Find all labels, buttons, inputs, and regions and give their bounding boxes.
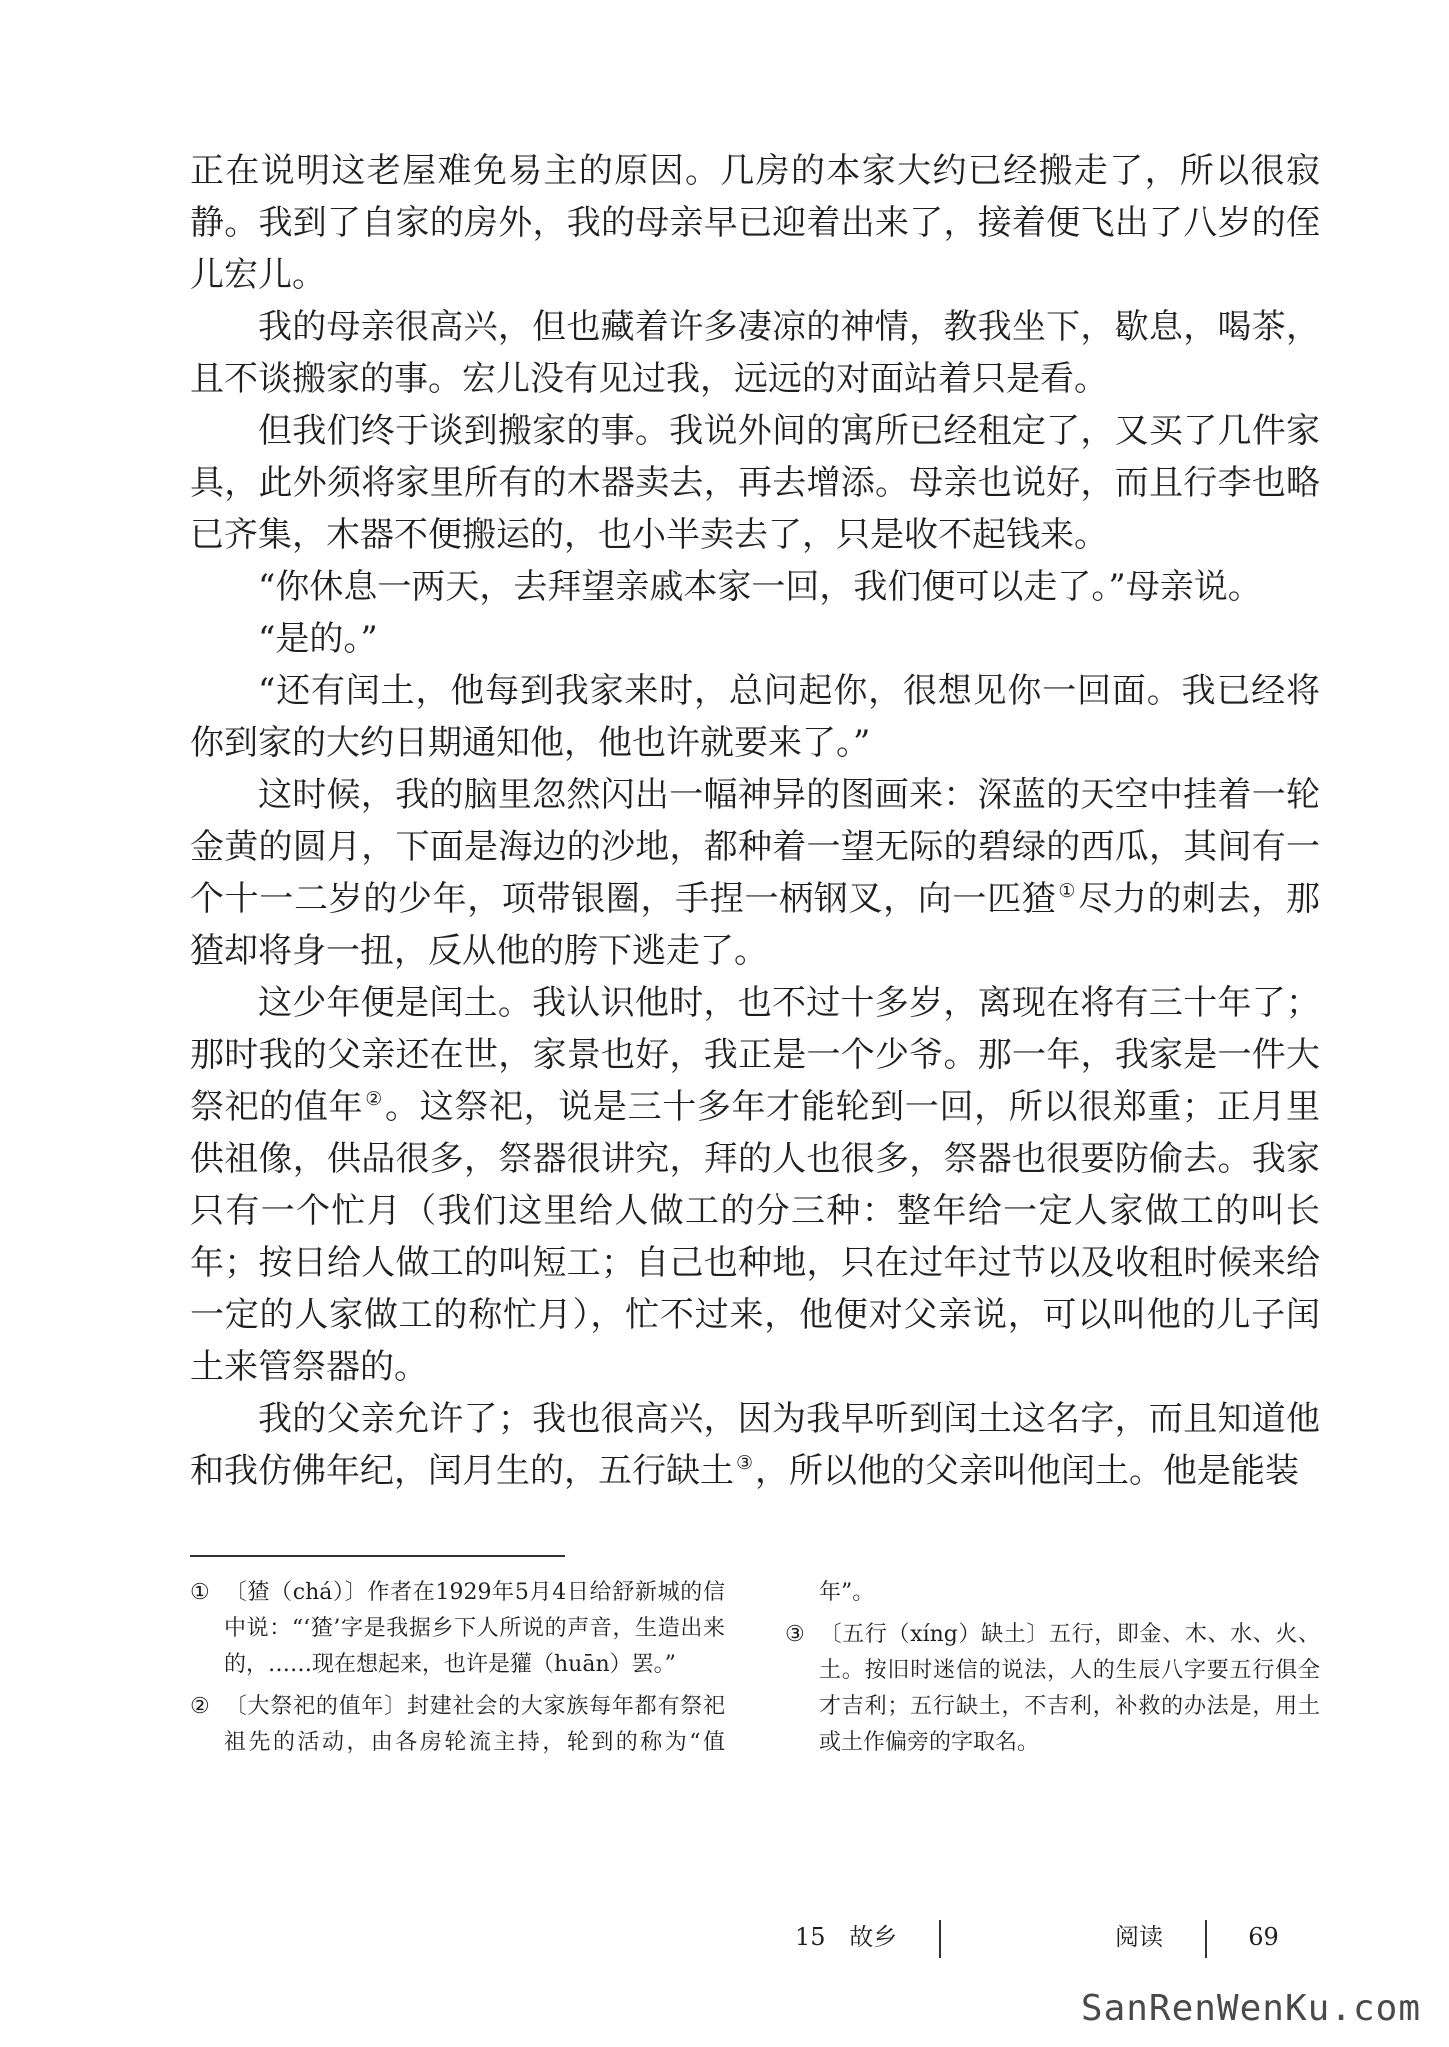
footnote-ref-1: ① (1058, 880, 1077, 902)
paragraph-2: 我的母亲很高兴，但也藏着许多凄凉的神情，教我坐下，歇息，喝茶，且不谈搬家的事。宏儿没有见过我，远远的对面站着只是看。 (190, 307, 1320, 399)
paragraph-9 (190, 1393, 1320, 1497)
footnote-3-marker: ③ (785, 1622, 805, 1647)
paragraph-7 (190, 769, 1320, 977)
footer-lesson (795, 1915, 975, 1959)
watermark: SanRenWenKu.com (1080, 1988, 1421, 2029)
footnote-2-marker: ② (190, 1694, 210, 1719)
paragraph-6: “还有闰土，他每到我家来时，总问起你，很想见你一回面。我已经将你到家的大约日期通知他，他也许就要来了。” (190, 671, 1320, 763)
footnote-3-text: 〔五行（xíng）缺土〕五行，即金、木、水、火、土。按旧时迷信的说法，人的生辰八字要五行俱全才吉利；五行缺土，不吉利，补救的办法是，用土或土作偏旁的字取名。 (819, 1622, 1320, 1755)
page-number: 69 (1248, 1923, 1279, 1951)
paragraph-9-part-b: ，所以他的父亲叫他闰土。他是能装 (755, 1451, 1300, 1491)
paragraph-3: 但我们终于谈到搬家的事。我说外间的寓所已经租定了，又买了几件家具，此外须将家里所有的木器卖去，再去增添。母亲也说好，而且行李也略已齐集，木器不便搬运的，也小半卖去了，只是收不起钱来。 (190, 411, 1320, 555)
paragraph-8 (190, 977, 1320, 1393)
paragraph-7-part-b: 尽力的刺去，那猹却将身一扭，反从他的胯下逃走了。 (190, 879, 1321, 971)
footnote-1-text: 〔猹（chá）〕作者在1929年5月4日给舒新城的信中说：“‘猹’字是我据乡下人所说的声音，生造出来的，……现在想起来，也许是獾（huān）罢。” (224, 1580, 725, 1677)
footnote-ref-2: ② (365, 1088, 383, 1110)
lesson-title: 故乡 (849, 1923, 898, 1951)
footnote-ref-3: ③ (736, 1452, 754, 1474)
footnote-3 (785, 1617, 1320, 1761)
footnote-1 (190, 1575, 725, 1683)
paragraph-7-part-a: 这时候，我的脑里忽然闪出一幅神异的图画来：深蓝的天空中挂着一轮金黄的圆月，下面是海边的沙地，都种着一望无际的碧绿的西瓜，其间有一个十一二岁的少年，项带银圈，手捏一柄钢叉，向一匹猹 (190, 775, 1320, 919)
footnote-2-text: 〔大祭祀的值年〕封建社会的大家族每年都有祭祀祖先的活动，由各房轮流主持，轮到的称为“值年”。 (224, 1580, 875, 1755)
lesson-number: 15 (795, 1923, 826, 1951)
paragraph-8-part-a: 这少年便是闰土。我认识他时，也不过十多岁，离现在将有三十年了；那时我的父亲还在世，家景也好，我正是一个少爷。那一年，我家是一件大祭祀的值年 (190, 983, 1320, 1127)
paragraph-4: “你休息一两天，去拜望亲戚本家一回，我们便可以走了。”母亲说。 (258, 567, 1262, 607)
footer-section (1115, 1915, 1279, 1959)
paragraph-5: “是的。” (258, 619, 378, 659)
paragraph-8-part-b: 。这祭祀，说是三十多年才能轮到一回，所以很郑重；正月里供祖像，供品很多，祭器很讲究，拜的人也很多，祭器也很要防偷去。我家只有一个忙月（我们这里给人做工的分三种：整年给一定人家做工的叫长年；按日给人做工的叫短工；自己也种地，只在过年过节以及收租时候来给一定的人家做工的称忙月），忙不过来，他便对父亲说，可以叫他的儿子闰土来管祭器的。 (190, 1087, 1321, 1387)
footnotes (190, 1575, 1320, 1764)
paragraph-1: 正在说明这老屋难免易主的原因。几房的本家大约已经搬走了，所以很寂静。我到了自家的房外，我的母亲早已迎着出来了，接着便飞出了八岁的侄儿宏儿。 (190, 151, 1320, 295)
footnote-divider (190, 1555, 565, 1557)
footer-divider-left (939, 1920, 941, 1958)
section-name: 阅读 (1115, 1923, 1163, 1951)
footnote-1-marker: ① (190, 1580, 210, 1605)
footer-divider-right (1205, 1920, 1207, 1958)
paragraph-9-part-a: 我的父亲允许了；我也很高兴，因为我早听到闰土这名字，而且知道他和我仿佛年纪，闰月生的，五行缺土 (190, 1399, 1320, 1491)
main-text (190, 145, 1320, 1497)
